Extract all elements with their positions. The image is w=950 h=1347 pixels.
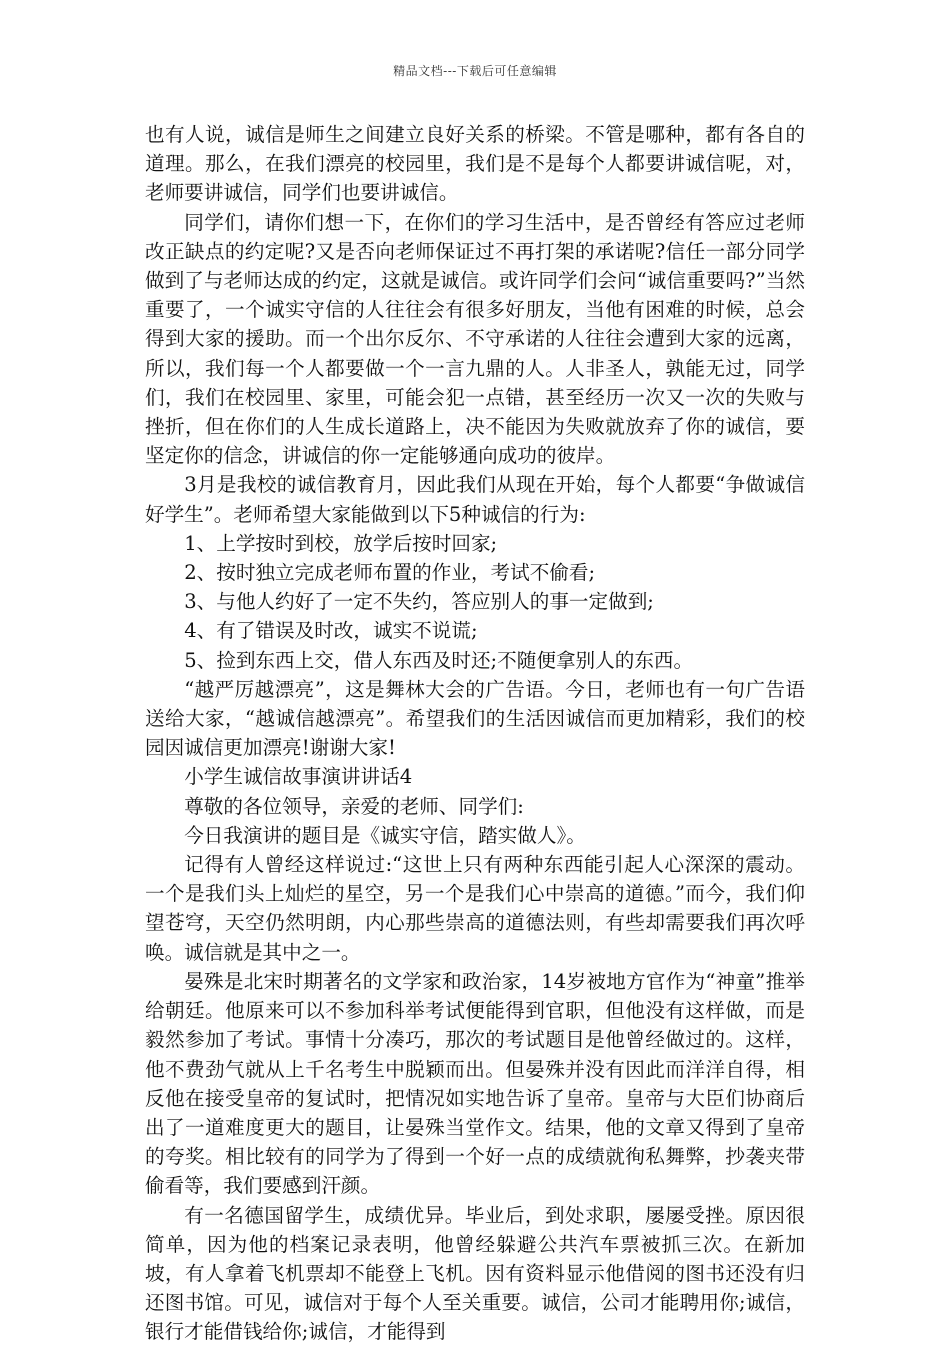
paragraph: 有一名德国留学生，成绩优异。毕业后，到处求职，屡屡受挫。原因很简单，因为他的档案记录表明，他曾经躲避公共汽车票被抓三次。在新加坡，有人拿着飞机票却不能登上飞机。因有资料显示他借阅的图书还没有归还图书馆。可见，诚信对于每个人至关重要。诚信，公司才能聘用你;诚信，银行才能借钱给你;诚信，才能得到 <box>145 1203 805 1344</box>
paragraph: 同学们，请你们想一下，在你们的学习生活中，是否曾经有答应过老师改正缺点的约定呢?又是否向老师保证过不再打架的承诺呢?信任一部分同学做到了与老师达成的约定，这就是诚信。或许同学们会问“诚信重要吗?”当然重要了，一个诚实守信的人往往会有很多好朋友，当他有困难的时候，总会得到大家的援助。而一个出尔反尔、不守承诺的人往往会遭到大家的远离，所以，我们每一个人都要做一个一言九鼎的人。人非圣人，孰能无过，同学们，我们在校园里、家里，可能会犯一点错，甚至经历一次又一次的失败与挫折，但在你们的人生成长道路上，决不能因为失败就放弃了你的诚信，要坚定你的信念，讲诚信的你一定能够通向成功的彼岸。 <box>145 210 805 468</box>
paragraph: “越严厉越漂亮”，这是舞林大会的广告语。今日，老师也有一句广告语送给大家，“越诚信越漂亮”。希望我们的生活因诚信而更加精彩，我们的校园因诚信更加漂亮!谢谢大家! <box>145 677 805 760</box>
list-item: 2、按时独立完成老师布置的作业，考试不偷看; <box>184 561 596 585</box>
list-item: 5、捡到东西上交，借人东西及时还;不随便拿别人的东西。 <box>184 648 694 672</box>
document-body <box>145 120 805 1347</box>
paragraph: 3月是我校的诚信教育月，因此我们从现在开始，每个人都要“争做诚信好学生”。老师希望大家能做到以下5种诚信的行为: <box>145 473 805 526</box>
section-title: 小学生诚信故事演讲讲话4 <box>184 765 413 789</box>
paragraph: 今日我演讲的题目是《诚实守信，踏实做人》。 <box>184 823 586 847</box>
list-item: 3、与他人约好了一定不失约，答应别人的事一定做到; <box>184 590 654 614</box>
list-item: 1、上学按时到校，放学后按时回家; <box>184 531 498 555</box>
paragraph: 晏殊是北宋时期著名的文学家和政治家，14岁被地方官作为“神童”推举给朝廷。他原来可以不参加科举考试便能得到官职，但他没有这样做，而是毅然参加了考试。事情十分凑巧，那次的考试题目是他曾经做过的。这样，他不费劲气就从上千名考生中脱颖而出。但晏殊并没有因此而洋洋自得，相反他在接受皇帝的复试时，把情况如实地告诉了皇帝。皇帝与大臣们协商后出了一道难度更大的题目，让晏殊当堂作文。结果，他的文章又得到了皇帝的夸奖。相比较有的同学为了得到一个好一点的成绩就徇私舞弊，抄袭夹带偷看等，我们要感到汗颜。 <box>145 969 805 1198</box>
list-item: 4、有了错误及时改，诚实不说谎; <box>184 619 478 643</box>
paragraph: 也有人说，诚信是师生之间建立良好关系的桥梁。不管是哪种，都有各自的道理。那么，在我们漂亮的校园里，我们是不是每个人都要讲诚信呢，对，老师要讲诚信，同学们也要讲诚信。 <box>145 123 805 205</box>
page-header: 精品文档---下载后可任意编辑 <box>393 64 557 78</box>
paragraph: 记得有人曾经这样说过:“这世上只有两种东西能引起人心深深的震动。一个是我们头上灿烂的星空，另一个是我们心中崇高的道德。”而今，我们仰望苍穹，天空仍然明朗，内心那些崇高的道德法则，有些却需要我们再次呼唤。诚信就是其中之一。 <box>145 853 805 964</box>
salutation: 尊敬的各位领导，亲爱的老师、同学们: <box>184 794 524 818</box>
